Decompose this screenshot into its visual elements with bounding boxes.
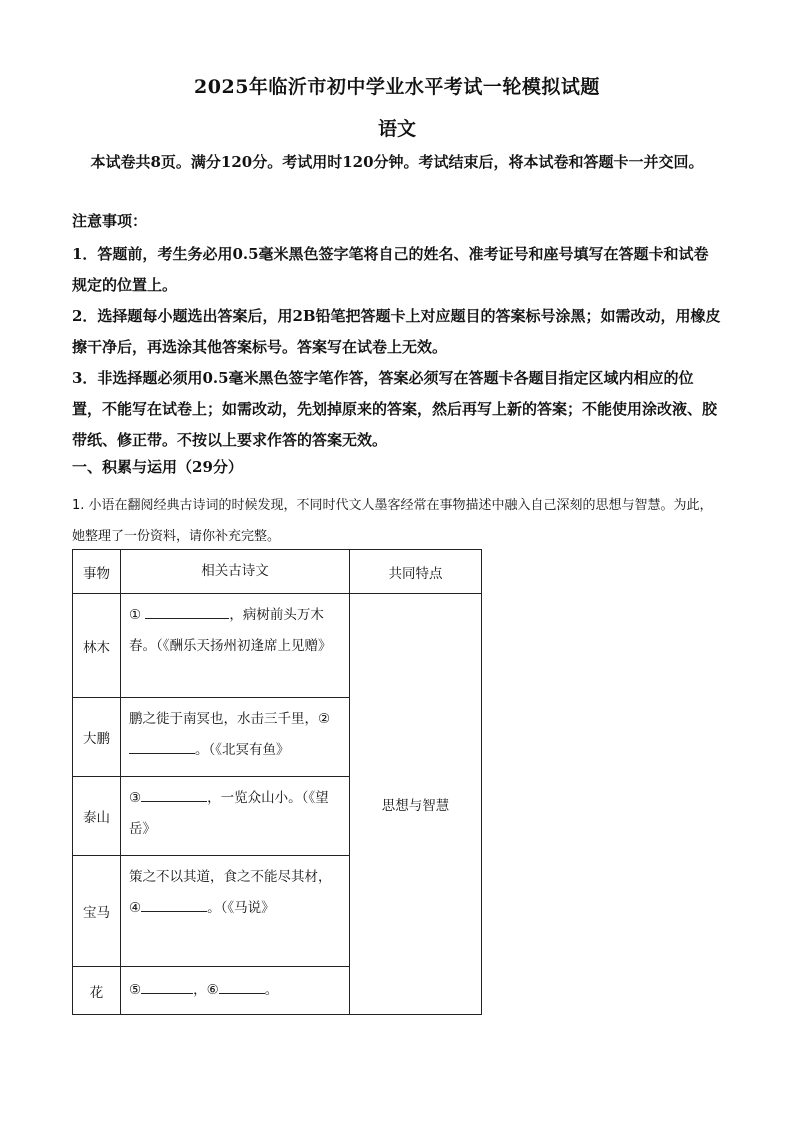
table-row — [73, 594, 482, 698]
poem-text-post: ，一览众山小。（《望岳》 — [129, 790, 329, 837]
row-object: 大鹏 — [73, 698, 121, 777]
poem-text-post: 。 — [264, 982, 279, 998]
answer-blank-6[interactable] — [219, 978, 265, 994]
poem-text-pre: ③ — [129, 790, 142, 806]
common-feature: 思想与智慧 — [350, 594, 482, 1015]
answer-blank-3[interactable] — [141, 786, 207, 802]
answer-blank-2[interactable] — [129, 738, 195, 754]
row-poem — [121, 698, 350, 777]
header-poem: 相关古诗文 — [121, 550, 350, 594]
row-poem — [121, 967, 350, 1015]
exam-intro: 本试卷共8页。满分120分。考试用时120分钟。考试结束后，将本试卷和答题卡一并交回。 — [90, 153, 704, 171]
poem-text-pre: 策之不以其道，食之不能尽其材，④ — [129, 869, 332, 916]
poem-text-mid: ，⑥ — [193, 982, 219, 998]
poem-text-post: ，病树前头万木春。（《酬乐天扬州初逢席上见赠》 — [129, 607, 332, 654]
poem-text-pre: 鹏之徙于南冥也，水击三千里，② — [129, 711, 331, 727]
row-object: 泰山 — [73, 777, 121, 856]
row-object: 花 — [73, 967, 121, 1015]
poem-table — [72, 549, 482, 1015]
table-header-row — [73, 550, 482, 594]
poem-text-pre: ⑤ — [129, 982, 142, 998]
question-1-text: 1. 小语在翻阅经典古诗词的时候发现，不同时代文人墨客经常在事物描述中融入自己深刻的思想与智慧。为此，她整理了一份资料，请你补充完整。 — [72, 498, 713, 544]
note-item-2: 2．选择题每小题选出答案后，用2B铅笔把答题卡上对应题目的答案标号涂黑；如需改动，用橡皮擦干净后，再选涂其他答案标号。答案写在试卷上无效。 — [72, 307, 721, 356]
header-object: 事物 — [73, 550, 121, 594]
poem-text-pre: ① — [129, 607, 142, 623]
row-object: 宝马 — [73, 856, 121, 967]
answer-blank-4[interactable] — [141, 896, 207, 912]
subject-title: 语文 — [377, 118, 416, 140]
row-poem — [121, 777, 350, 856]
row-object: 林木 — [73, 594, 121, 698]
section-title: 一、积累与运用（29分） — [72, 458, 243, 476]
poem-text-post: 。（《马说》 — [207, 900, 275, 916]
row-poem — [121, 856, 350, 967]
answer-blank-5[interactable] — [141, 978, 193, 994]
note-item-3: 3．非选择题必须用0.5毫米黑色签字笔作答，答案必须写在答题卡各题目指定区域内相应的位置，不能写在试卷上；如需改动，先划掉原来的答案，然后再写上新的答案；不能使用涂改液、胶带纸、修正带。不按以上要求作答的答案无效。 — [72, 369, 718, 449]
notes-heading: 注意事项： — [72, 212, 148, 230]
answer-blank-1[interactable] — [145, 603, 229, 619]
exam-title: 2025年临沂市初中学业水平考试一轮模拟试题 — [194, 76, 600, 98]
note-item-1: 1．答题前，考生务必用0.5毫米黑色签字笔将自己的姓名、准考证号和座号填写在答题卡和试卷规定的位置上。 — [72, 245, 709, 294]
poem-text-post: 。（《北冥有鱼》 — [195, 742, 290, 758]
header-feature: 共同特点 — [350, 550, 482, 594]
row-poem — [121, 594, 350, 698]
